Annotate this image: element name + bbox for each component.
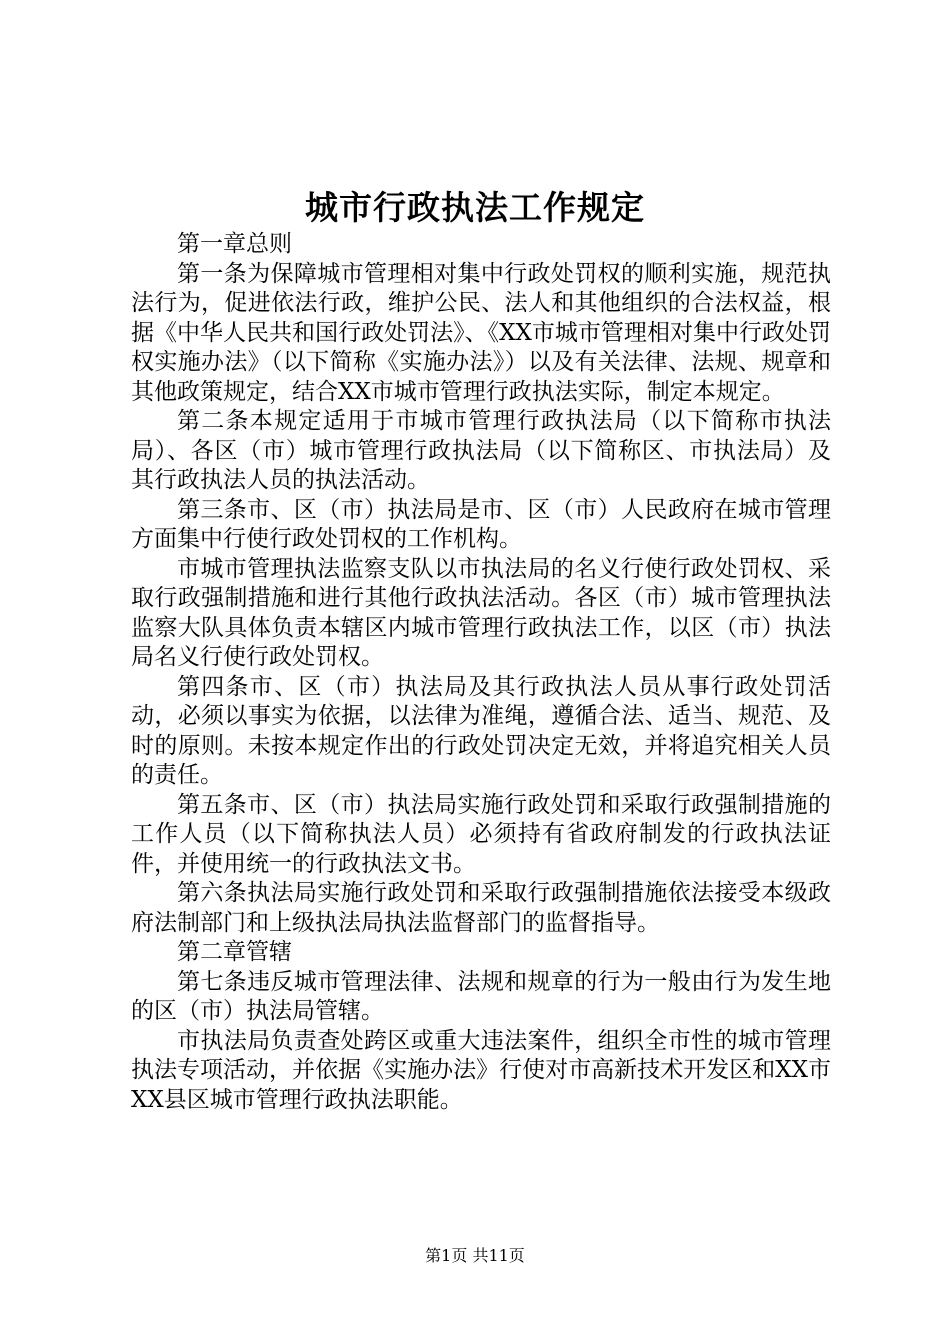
document-body <box>131 230 831 1115</box>
article-paragraph: 第四条市、区（市）执法局及其行政执法人员从事行政处罚活动，必须以事实为依据，以法律为准绳，遵循合法、适当、规范、及时的原则。未按本规定作出的行政处罚决定无效，并将追究相关人员的责任。 <box>131 673 831 788</box>
article-paragraph: 市城市管理执法监察支队以市执法局的名义行使行政处罚权、采取行政强制措施和进行其他行政执法活动。各区（市）城市管理执法监察大队具体负责本辖区内城市管理行政执法工作，以区（市）执法局名义行使行政处罚权。 <box>131 555 831 670</box>
chapter-heading: 第二章管辖 <box>177 939 292 965</box>
article-paragraph: 第六条执法局实施行政处罚和采取行政强制措施依法接受本级政府法制部门和上级执法局执法监督部门的监督指导。 <box>131 880 831 936</box>
article-paragraph: 第一条为保障城市管理相对集中行政处罚权的顺利实施，规范执法行为，促进依法行政，维护公民、法人和其他组织的合法权益，根据《中华人民共和国行政处罚法》、《XX市城市管理相对集中行政处罚权实施办法》（以下简称《实施办法》）以及有关法律、法规、规章和其他政策规定，结合XX市城市管理行政执法实际，制定本规定。 <box>131 260 831 405</box>
article-paragraph: 第三条市、区（市）执法局是市、区（市）人民政府在城市管理方面集中行使行政处罚权的工作机构。 <box>131 496 831 552</box>
article-paragraph: 第五条市、区（市）执法局实施行政处罚和采取行政强制措施的工作人员（以下简称执法人员）必须持有省政府制发的行政执法证件，并使用统一的行政执法文书。 <box>131 791 831 877</box>
article-paragraph: 第二条本规定适用于市城市管理行政执法局（以下简称市执法局）、各区（市）城市管理行政执法局（以下简称区、市执法局）及其行政执法人员的执法活动。 <box>131 408 831 493</box>
chapter-heading: 第一章总则 <box>177 231 292 257</box>
article-paragraph: 第七条违反城市管理法律、法规和规章的行为一般由行为发生地的区（市）执法局管辖。 <box>131 968 831 1024</box>
page-number-footer: 第1页 共11页 <box>425 1246 525 1265</box>
article-paragraph: 市执法局负责查处跨区或重大违法案件，组织全市性的城市管理执法专项活动，并依据《实施办法》行使对市高新技术开发区和XX市XX县区城市管理行政执法职能。 <box>131 1027 831 1113</box>
document-title: 城市行政执法工作规定 <box>305 188 645 227</box>
